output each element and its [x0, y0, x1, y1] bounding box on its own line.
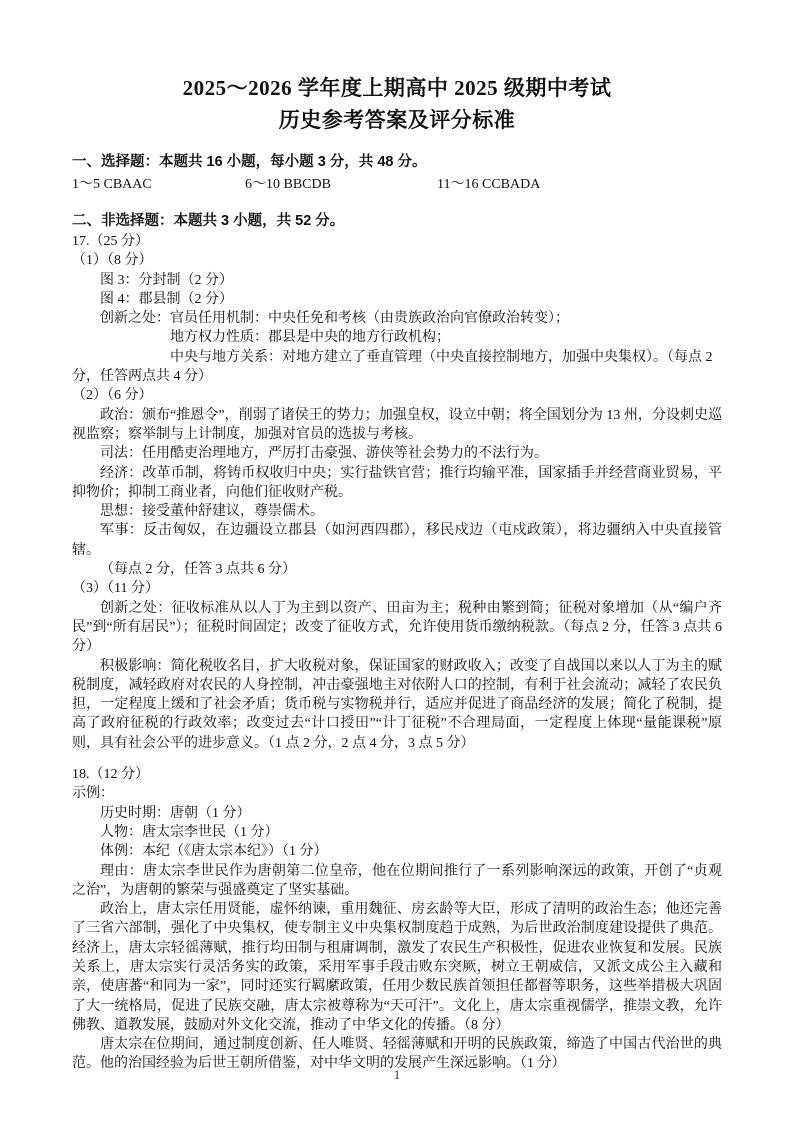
choice-answers-row — [72, 175, 722, 195]
q17-part2-paragraph: 司法：任用酷吏治理地方，严厉打击豪强、游侠等社会势力的不法行为。 — [100, 446, 548, 462]
q17-part1-line: 图 3：分封制（2 分） — [100, 272, 233, 288]
q17-part2-paragraph: 思想：接受董仲舒建议，尊崇儒术。 — [100, 504, 324, 520]
document-blocks — [72, 152, 722, 1074]
section-choice-heading: 一、选择题：本题共 16 小题，每小题 3 分，共 48 分。 — [72, 154, 427, 170]
exam-title-line1: 2025～2026 学年度上期高中 2025 级期中考试 — [182, 76, 612, 100]
document-content — [72, 72, 722, 1074]
q17-part1-line: 中央与地方关系：对地方建立了垂直管理（中央直接控制地方，加强中央集权）。（每点 2 — [170, 349, 713, 365]
q18-line: 历史时期：唐朝（1 分） — [100, 805, 251, 821]
answer-group: 11～16 CCBADA — [437, 177, 541, 192]
q17-part3-header: （3）（11 分） — [72, 581, 159, 597]
q18-example-label: 示例： — [72, 786, 114, 802]
section-nonchoice-heading: 二、非选择题：本题共 3 小题，共 52 分。 — [72, 213, 345, 229]
q17-part3-paragraph: 积极影响：简化税收名目，扩大收税对象，保证国家的财政收入；改变了自战国以来以人丁为主的赋税制度，减轻政府对农民的人身控制，冲击豪强地主对依附人口的控制，有利于社会流动；减轻了农民负担，一定程度上缓和了社会矛盾；货币税与实物税并行，适应并促进了商品经济的发展；简化了税制，提高了政府征税的行政效率；改变过去“计口授田”“计丁征税”不合理局面，一定程度上体现“量能课税”原则，具有社会公平的进步意义。（1 点 2 分，2 点 4 分，3 点 5 分） — [72, 658, 722, 751]
q17-part2-paragraph: （每点 2 分，任答 3 点共 6 分） — [100, 562, 296, 578]
q17-part2-header: （2）（6 分） — [72, 388, 153, 404]
q18-line: 人物：唐太宗李世民（1 分） — [100, 824, 279, 840]
q18-paragraph: 理由：唐太宗李世民作为唐朝第二位皇帝，他在位期间推行了一系列影响深远的政策，开创了“贞观之治”，为唐朝的繁荣与强盛奠定了坚实基础。 — [72, 863, 722, 898]
exam-title-line2: 历史参考答案及评分标准 — [278, 108, 516, 132]
answer-group: 6～10 BBCDB — [245, 177, 331, 192]
q17-part1-line: 分，任答两点共 4 分） — [72, 369, 212, 385]
q17-part1-line: 创新之处：官员任用机制：中央任免和考核（由贵族政治向官僚政治转变）； — [100, 311, 569, 327]
q17-part1-line: 图 4：郡县制（2 分） — [100, 291, 233, 307]
q18-paragraph: 政治上，唐太宗任用贤能，虚怀纳谏，重用魏征、房玄龄等大臣，形成了清明的政治生态；他还完善了三省六部制，强化了中央集权，使专制主义中央集权制度趋于成熟，为后世政治制度建设提供了典范。经济上，唐太宗轻徭薄赋，推行均田制与租庸调制，激发了农民生产积极性，促进农业恢复和发展。民族关系上，唐太宗实行灵活务实的政策，采用军事手段击败东突厥，树立王朝威信，又派文成公主入藏和亲，使唐蕃“和同为一家”，同时还实行羁縻政策，任用少数民族首领担任都督等职务，这些举措极大巩固了大一统格局，促进了民族交融，唐太宗被尊称为“天可汗”。文化上，唐太宗重视儒学，推崇文教，允许佛教、道教发展，鼓励对外文化交流，推动了中华文化的传播。（8 分） — [72, 902, 722, 1033]
q17-part1-line: 地方权力性质：郡县是中央的地方行政机构； — [170, 330, 450, 346]
q17-part1-header: （1）（8 分） — [72, 253, 153, 269]
q18-header: 18.（12 分） — [72, 767, 149, 783]
q17-part2-paragraph: 政治：颁布“推恩令”，削弱了诸侯王的势力；加强皇权，设立中朝；将全国划分为 13 州，分设刺史巡视监察；察举制与上计制度，加强对官员的选拔与考核。 — [72, 407, 722, 442]
q18-line: 体例：本纪（《唐太宗本纪》）（1 分） — [100, 844, 328, 860]
q17-part3-paragraph: 创新之处：征收标准从以人丁为主到以资产、田亩为主；税种由繁到简；征税对象增加（从“编户齐民”到“所有居民”）；征税时间固定；改变了征收方式，允许使用货币缴纳税款。（每点 2 分，任答 3 点共 6 分） — [72, 600, 722, 655]
q17-part2-paragraph: 经济：改革币制，将铸币权收归中央；实行盐铁官营；推行均输平准，国家插手并经营商业贸易，平抑物价；抑制工商业者，向他们征收财产税。 — [72, 465, 722, 500]
answer-group: 1～5 CBAAC — [72, 177, 152, 192]
q17-part2-paragraph: 军事：反击匈奴，在边疆设立郡县（如河西四郡），移民戍边（屯戍政策），将边疆纳入中央直接管辖。 — [72, 523, 722, 558]
q18-paragraph: 唐太宗在位期间，通过制度创新、任人唯贤、轻徭薄赋和开明的民族政策，缔造了中国古代治世的典范。他的治国经验为后世王朝所借鉴，对中华文明的发展产生深远影响。（1 分） — [72, 1037, 722, 1072]
page-number: 1 — [393, 1067, 401, 1082]
q17-header: 17.（25 分） — [72, 234, 149, 249]
